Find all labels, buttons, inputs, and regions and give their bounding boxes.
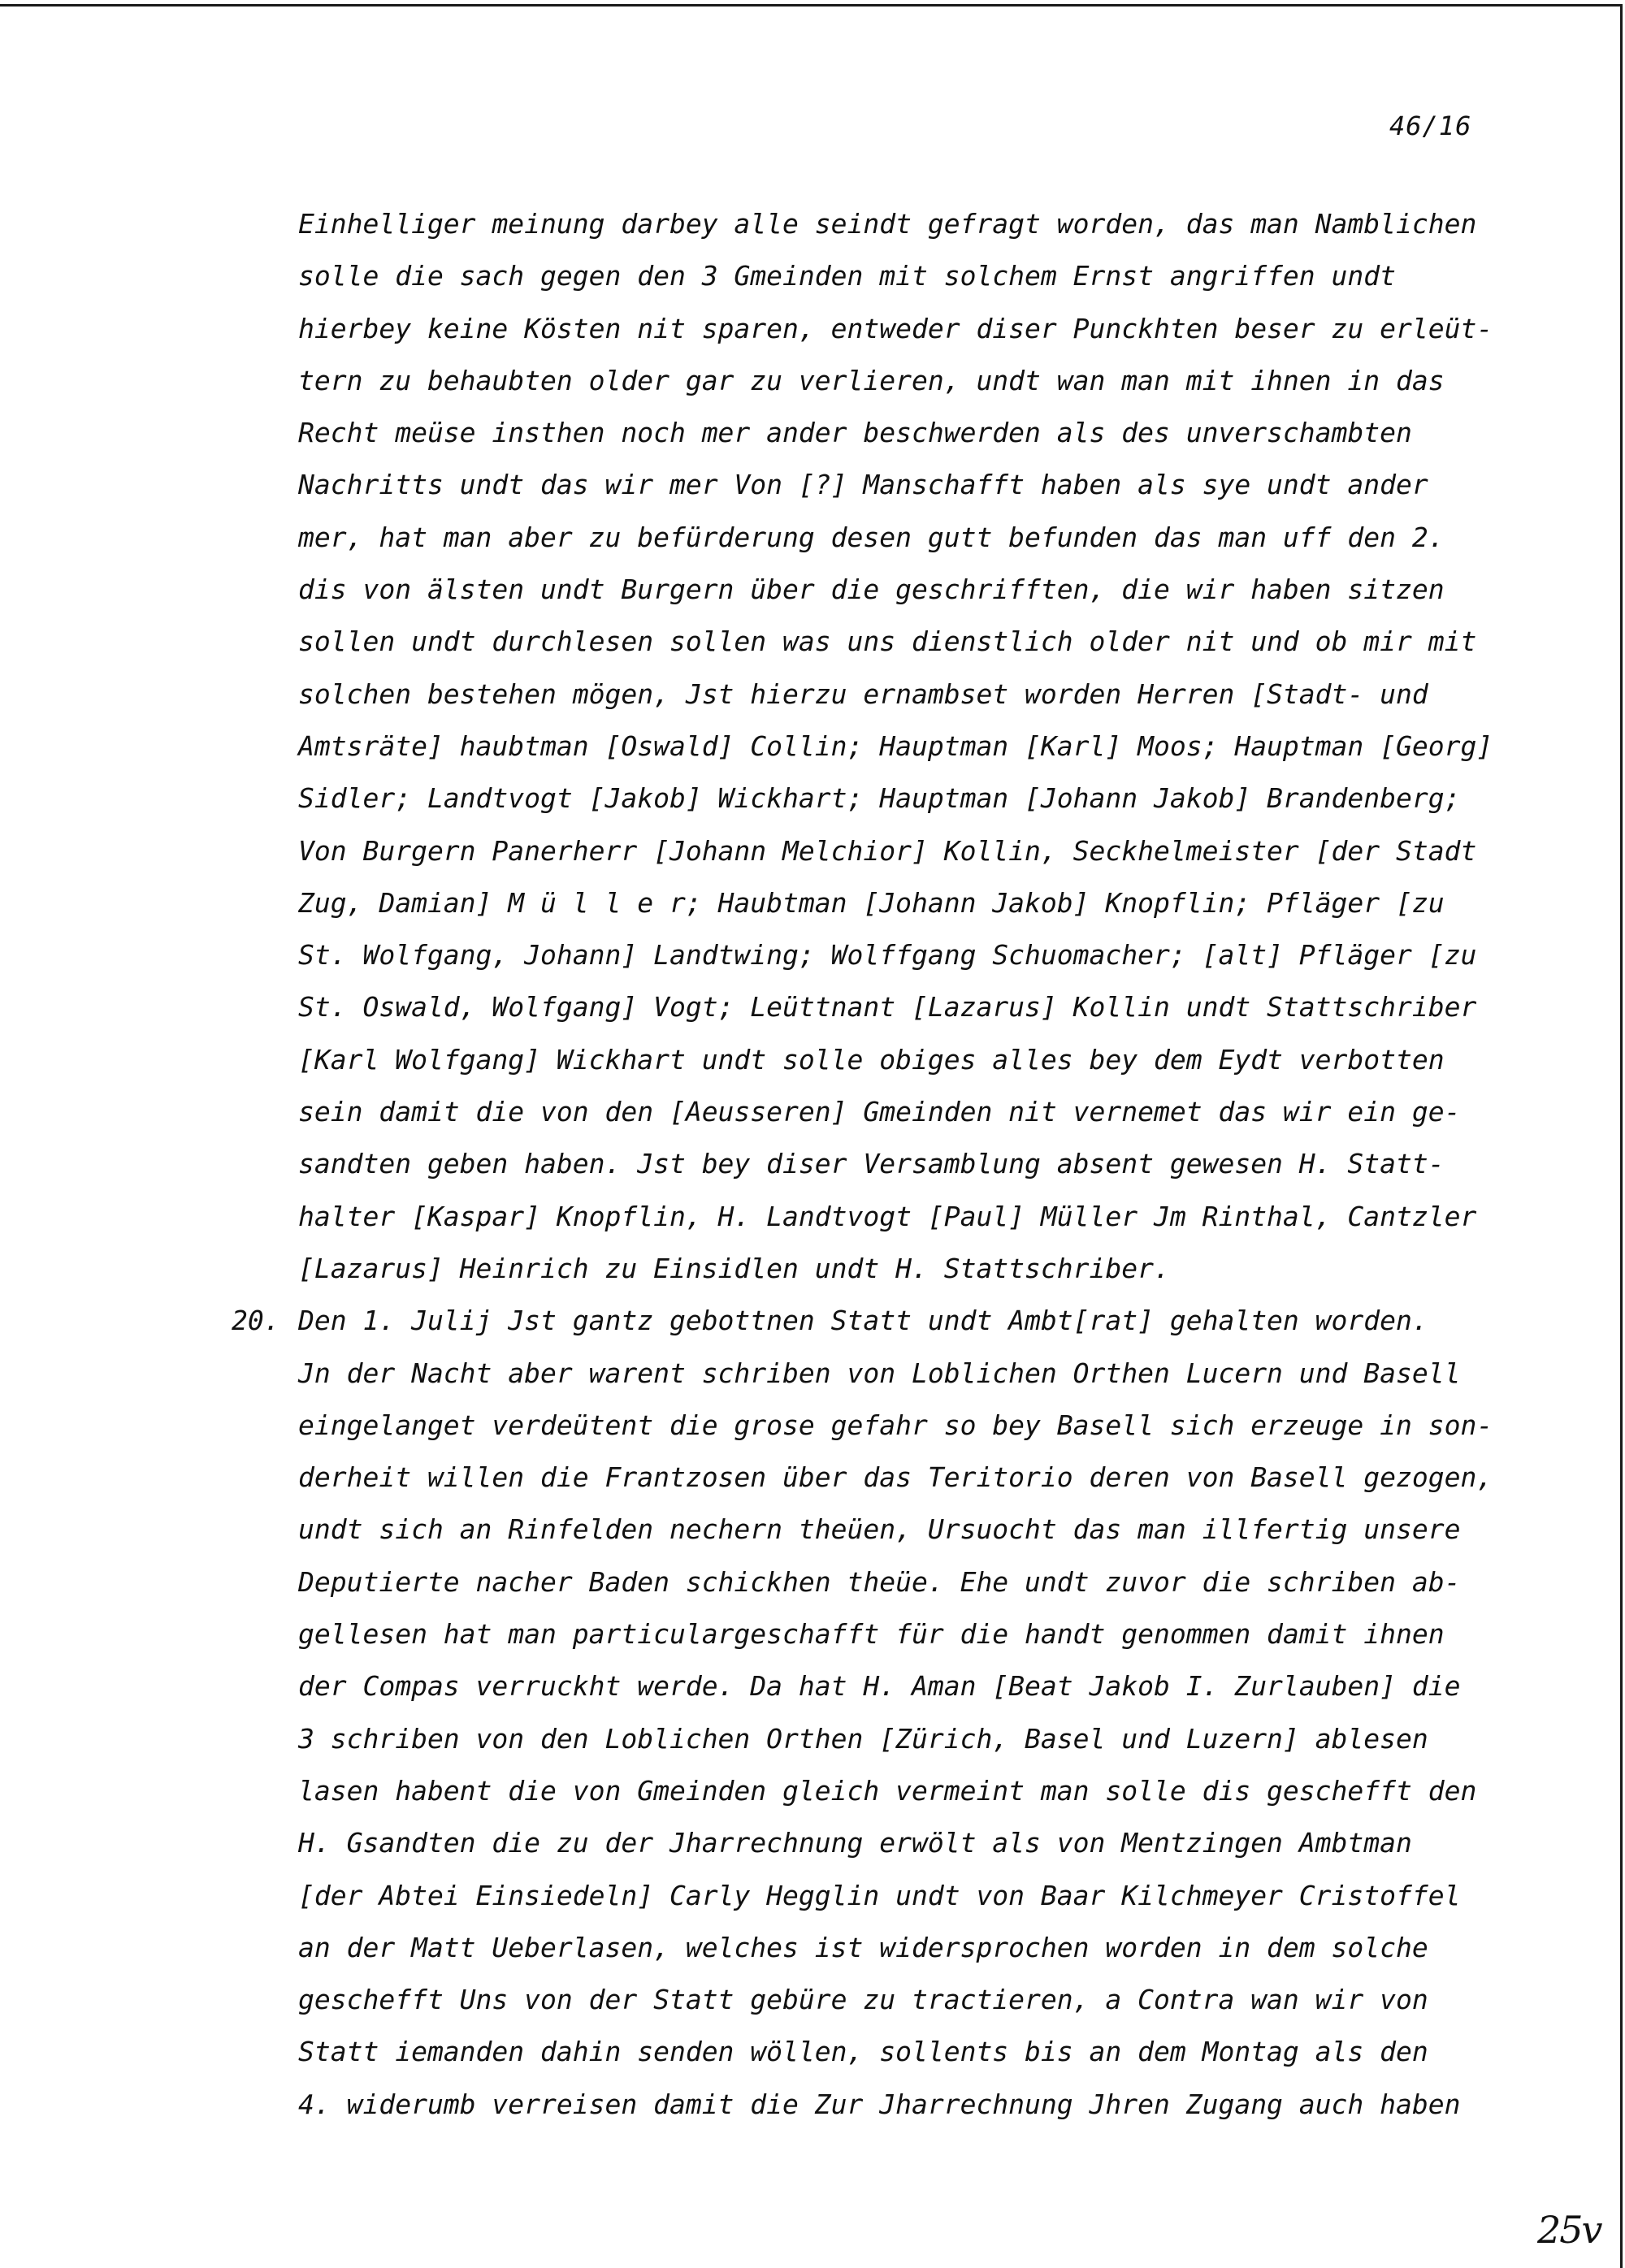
text-line: hierbey keine Kösten nit sparen, entweder diser Punckhten beser zu erleüt-: [298, 312, 1493, 344]
text-line: [Karl Wolfgang] Wickhart undt solle obiges alles bey dem Eydt verbotten: [298, 1043, 1445, 1076]
text-line: Amtsräte] haubtman [Oswald] Collin; Hauptman [Karl] Moos; Hauptman [Georg]: [298, 729, 1493, 762]
text-line: [Lazarus] Heinrich zu Einsidlen undt H. Stattschriber.: [298, 1252, 1170, 1284]
text-line: sollen undt durchlesen sollen was uns dienstlich older nit und ob mir mit: [298, 625, 1477, 658]
text-line: Deputierte nacher Baden schickhen theüe. Ehe undt zuvor die schriben ab-: [298, 1565, 1461, 1598]
text-line: sandten geben haben. Jst bey diser Versamblung absent gewesen H. Statt-: [298, 1148, 1445, 1180]
text-line: Den 1. Julij Jst gantz gebottnen Statt undt Ambt[rat] gehalten worden.: [298, 1305, 1428, 1337]
text-line: Nachritts undt das wir mer Von [?] Manschafft haben als sye undt ander: [298, 469, 1428, 501]
folio-mark: 25v: [1537, 2208, 1601, 2252]
text-line: Recht meüse insthen noch mer ander beschwerden als des unverschambten: [298, 417, 1412, 449]
text-line: St. Oswald, Wolfgang] Vogt; Leüttnant [Lazarus] Kollin undt Stattschriber: [298, 991, 1477, 1024]
text-line: [der Abtei Einsiedeln] Carly Hegglin undt von Baar Kilchmeyer Cristoffel: [298, 1879, 1461, 1911]
text-line: 4. widerumb verreisen damit die Zur Jharrechnung Jhren Zugang auch haben: [298, 2088, 1461, 2120]
text-line: Statt iemanden dahin senden wöllen, sollents bis an dem Montag als den: [298, 2036, 1428, 2068]
paragraph-number: 20.: [232, 1305, 280, 1336]
text-line: gellesen hat man particulargeschafft für die handt genommen damit ihnen: [298, 1618, 1445, 1651]
text-line: solchen bestehen mögen, Jst hierzu ernambset worden Herren [Stadt- und: [298, 677, 1428, 710]
text-line: Sidler; Landtvogt [Jakob] Wickhart; Hauptman [Johann Jakob] Brandenberg;: [298, 782, 1461, 815]
text-line: H. Gsandten die zu der Jharrechnung erwölt als von Mentzingen Ambtman: [298, 1827, 1412, 1859]
text-line: mer, hat man aber zu befürderung desen gutt befunden das man uff den 2.: [298, 521, 1445, 553]
text-line: Einhelliger meinung darbey alle seindt gefragt worden, das man Namblichen: [298, 208, 1477, 240]
text-line: undt sich an Rinfelden nechern theüen, Ursuocht das man illfertig unsere: [298, 1513, 1461, 1546]
top-border-line: [0, 4, 1622, 6]
text-line: an der Matt Ueberlasen, welches ist widersprochen worden in dem solche: [298, 1931, 1428, 1963]
text-line: der Compas verruckht werde. Da hat H. Aman [Beat Jakob I. Zurlauben] die: [298, 1670, 1461, 1703]
text-line: eingelanget verdeütent die grose gefahr so bey Basell sich erzeuge in son-: [298, 1409, 1493, 1441]
text-line: lasen habent die von Gmeinden gleich vermeint man solle dis geschefft den: [298, 1774, 1477, 1807]
text-line: geschefft Uns von der Statt gebüre zu tractieren, a Contra wan wir von: [298, 1984, 1428, 2016]
text-line: Jn der Nacht aber warent schriben von Loblichen Orthen Lucern und Basell: [298, 1357, 1461, 1389]
text-line: tern zu behaubten older gar zu verlieren, undt wan man mit ihnen in das: [298, 364, 1445, 396]
text-line: solle die sach gegen den 3 Gmeinden mit solchem Ernst angriffen undt: [298, 260, 1397, 292]
document-body: [298, 198, 1525, 2131]
text-line: Zug, Damian] M ü l l e r; Haubtman [Johann Jakob] Knopflin; Pfläger [zu: [298, 886, 1445, 919]
right-border-line: [1620, 4, 1623, 2268]
text-line: Von Burgern Panerherr [Johann Melchior] Kollin, Seckhelmeister [der Stadt: [298, 834, 1477, 867]
page-number: 46/16: [1389, 110, 1472, 141]
text-line: St. Wolfgang, Johann] Landtwing; Wolffgang Schuomacher; [alt] Pfläger [zu: [298, 939, 1477, 972]
text-line: 3 schriben von den Loblichen Orthen [Zürich, Basel und Luzern] ablesen: [298, 1722, 1428, 1755]
text-line: dis von älsten undt Burgern über die geschrifften, die wir haben sitzen: [298, 573, 1445, 606]
text-line: sein damit die von den [Aeusseren] Gmeinden nit vernemet das wir ein ge-: [298, 1096, 1461, 1128]
text-line: derheit willen die Frantzosen über das Teritorio deren von Basell gezogen,: [298, 1461, 1493, 1494]
text-line: halter [Kaspar] Knopflin, H. Landtvogt [Paul] Müller Jm Rinthal, Cantzler: [298, 1200, 1477, 1232]
